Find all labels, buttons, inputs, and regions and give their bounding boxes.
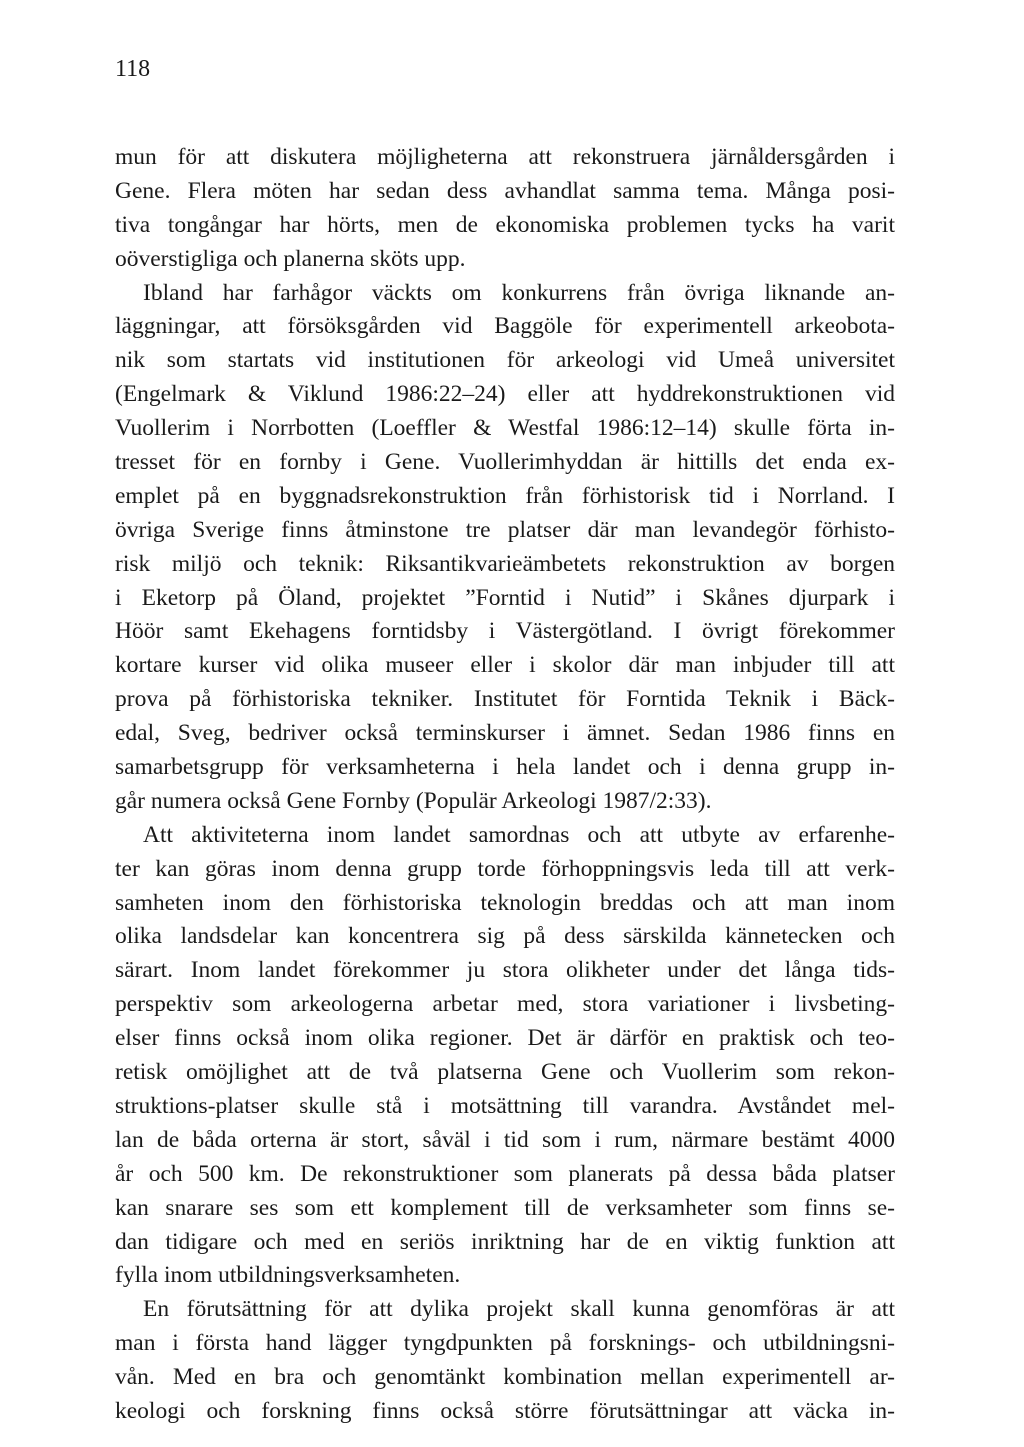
text-line: samarbetsgrupp för verksamheterna i hela landet och i denna grupp in-: [115, 754, 895, 781]
text-line: dan tidigare och med en seriös inriktning har de en viktig funktion att: [115, 1228, 895, 1255]
text-line: kan snarare ses som ett komplement till de verksamheter som finns se-: [115, 1194, 895, 1221]
text-line: vån. Med en bra och genomtänkt kombination mellan experimentell ar-: [115, 1364, 895, 1391]
text-line: i Eketorp på Öland, projektet ”Forntid i Nutid” i Skånes djurpark i: [115, 584, 895, 611]
text-line: går numera också Gene Fornby (Populär Arkeologi 1987/2:33).: [115, 787, 712, 814]
text-line: olika landsdelar kan koncentrera sig på dess särskilda kännetecken och: [115, 923, 895, 950]
page-number: 118: [115, 56, 151, 82]
text-line: emplet på en byggnadsrekonstruktion från förhistorisk tid i Norrland. I: [115, 482, 895, 509]
text-line: särart. Inom landet förekommer ju stora olikheter under det långa tids-: [115, 957, 895, 984]
text-line: fylla inom utbildningsverksamheten.: [115, 1262, 461, 1289]
text-line: nik som startats vid institutionen för arkeologi vid Umeå universitet: [115, 347, 895, 374]
text-line: edal, Sveg, bedriver också terminskurser i ämnet. Sedan 1986 finns en: [115, 720, 895, 747]
text-line: samheten inom den förhistoriska teknologin breddas och att man inom: [115, 889, 895, 916]
text-line: retisk omöjlighet att de två platserna Gene och Vuollerim som rekon-: [115, 1059, 895, 1086]
text-line: prova på förhistoriska tekniker. Institutet för Forntida Teknik i Bäck-: [115, 686, 895, 713]
text-line: (Engelmark & Viklund 1986:22–24) eller att hyddrekonstruktionen vid: [115, 381, 895, 408]
text-line: Att aktiviteterna inom landet samordnas och att utbyte av erfarenhe-: [143, 821, 895, 848]
text-line: kortare kurser vid olika museer eller i skolor där man inbjuder till att: [115, 652, 895, 679]
text-line: Gene. Flera möten har sedan dess avhandlat samma tema. Många posi-: [115, 177, 895, 204]
text-line: man i första hand lägger tyngdpunkten på forsknings- och utbildningsni-: [115, 1330, 895, 1357]
text-line: keologi och forskning finns också större förutsättningar att väcka in-: [115, 1397, 895, 1424]
text-line: Ibland har farhågor väckts om konkurrens från övriga liknande an-: [143, 279, 895, 306]
text-line: tiva tongångar har hörts, men de ekonomiska problemen tycks ha varit: [115, 211, 895, 238]
text-line: risk miljö och teknik: Riksantikvarieämbetets rekonstruktion av borgen: [115, 550, 895, 577]
text-line: Vuollerim i Norrbotten (Loeffler & Westfal 1986:12–14) skulle förta in-: [115, 415, 895, 442]
text-line: läggningar, att försöksgården vid Baggöle för experimentell arkeobota-: [115, 313, 895, 340]
text-line: mun för att diskutera möjligheterna att rekonstruera järnåldersgården i: [115, 144, 895, 170]
text-line: övriga Sverige finns åtminstone tre platser där man levandegör förhisto-: [115, 516, 895, 543]
text-line: elser finns också inom olika regioner. Det är därför en praktisk och teo-: [115, 1025, 895, 1052]
text-line: struktions-platser skulle stå i motsättning till varandra. Avståndet mel-: [115, 1092, 895, 1119]
text-line: år och 500 km. De rekonstruktioner som planerats på dessa båda platser: [115, 1160, 895, 1187]
text-line: En förutsättning för att dylika projekt skall kunna genomföras är att: [143, 1296, 895, 1323]
text-line: Höör samt Ekehagens forntidsby i Västergötland. I övrigt förekommer: [115, 618, 895, 645]
text-line: oöverstigliga och planerna sköts upp.: [115, 245, 466, 272]
text-line: lan de båda orterna är stort, såväl i tid som i rum, närmare bestämt 4000: [115, 1126, 895, 1153]
text-line: ter kan göras inom denna grupp torde förhoppningsvis leda till att verk-: [115, 855, 895, 882]
text-line: tresset för en fornby i Gene. Vuollerimhyddan är hittills det enda ex-: [115, 449, 895, 476]
body-text: [115, 141, 895, 1429]
text-line: perspektiv som arkeologerna arbetar med, stora variationer i livsbeting-: [115, 991, 895, 1018]
